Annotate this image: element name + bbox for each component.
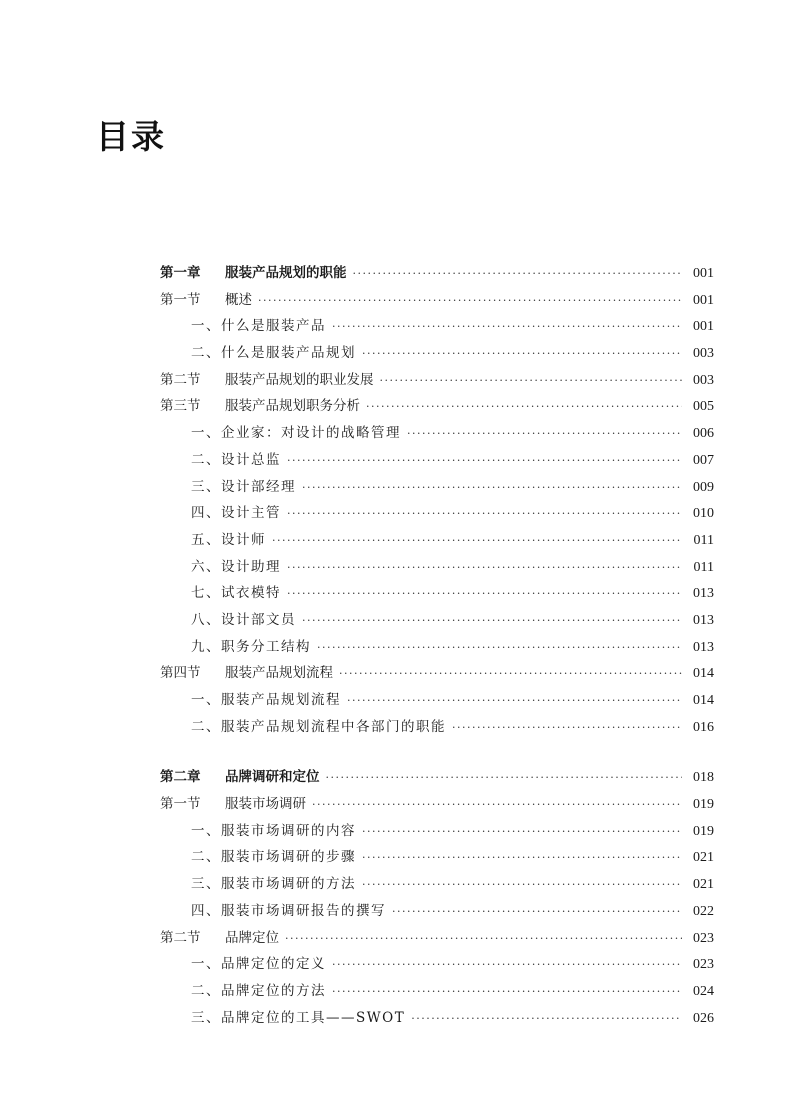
- toc-page-number: 010: [693, 506, 714, 522]
- dot-leader: [287, 581, 682, 608]
- dot-leader: [411, 1006, 682, 1033]
- page-title: 目录: [96, 117, 166, 157]
- toc-page-number: 024: [693, 983, 714, 999]
- toc-entry-title: 三、设计部经理: [191, 478, 296, 495]
- toc-page-number: 019: [693, 797, 714, 813]
- toc-entry-number: 第二节: [160, 929, 201, 946]
- toc-item-entry[interactable]: [160, 1005, 714, 1032]
- toc-section-entry[interactable]: [160, 393, 714, 420]
- toc-page-number: 014: [693, 693, 714, 708]
- toc-section-entry[interactable]: [160, 287, 714, 314]
- toc-entry-title: 七、试衣模特: [191, 585, 281, 602]
- toc-item-entry[interactable]: [160, 580, 714, 607]
- dot-leader: [332, 979, 682, 1006]
- toc-entry-number: 第三节: [160, 398, 201, 415]
- toc-entry-number: 第二章: [160, 769, 201, 786]
- toc-section-entry[interactable]: [160, 367, 714, 394]
- dot-leader: [317, 635, 682, 662]
- toc-page-number: 023: [693, 957, 714, 973]
- dot-leader: [362, 845, 682, 872]
- toc-entry-title: 五、设计师: [191, 531, 266, 548]
- toc-item-entry[interactable]: [160, 951, 714, 978]
- toc-entry-title: 一、品牌定位的定义: [191, 956, 326, 973]
- toc-entry-title: 品牌定位: [225, 929, 279, 946]
- dot-leader: [362, 872, 682, 899]
- toc-entry-number: 第二节: [160, 371, 201, 388]
- toc-page-number: 007: [693, 452, 714, 468]
- toc-page-number: 021: [693, 877, 714, 893]
- toc-section-entry[interactable]: [160, 660, 714, 687]
- dot-leader: [285, 926, 682, 953]
- toc-page-number: 003: [693, 372, 714, 388]
- toc-entry-title: 二、品牌定位的方法: [191, 982, 326, 999]
- toc-item-entry[interactable]: [160, 313, 714, 340]
- dot-leader: [287, 555, 682, 582]
- dot-leader: [452, 715, 682, 742]
- dot-leader: [302, 608, 682, 635]
- toc-entry-title: 一、服装市场调研的内容: [191, 822, 356, 839]
- toc-page-number: 019: [693, 823, 714, 839]
- toc-page-number: 018: [693, 770, 714, 786]
- dot-leader: [326, 765, 683, 792]
- toc-entry-number: 第一节: [160, 796, 201, 813]
- toc-entry-title: 一、服装产品规划流程: [191, 692, 341, 708]
- dot-leader: [332, 952, 682, 979]
- toc-page-number: 023: [693, 930, 714, 946]
- dot-leader: [312, 792, 682, 819]
- toc-entry-title: 九、职务分工结构: [191, 638, 311, 655]
- toc-entry-title: 三、品牌定位的工具——SWOT: [191, 1009, 406, 1026]
- toc-page-number: 022: [693, 903, 714, 919]
- toc-entry-title: 二、服装市场调研的步骤: [191, 849, 356, 866]
- toc-section-entry[interactable]: [160, 791, 714, 818]
- toc-entry-title: 六、设计助理: [191, 558, 281, 575]
- toc-page-number: 001: [693, 292, 714, 308]
- toc-page-number: 003: [693, 346, 714, 362]
- toc-entry-title: 服装产品规划流程: [225, 665, 333, 682]
- toc-item-entry[interactable]: [160, 340, 714, 367]
- toc-page-number: 001: [693, 319, 714, 335]
- dot-leader: [392, 899, 682, 926]
- toc-entry-title: 四、设计主管: [191, 505, 281, 522]
- toc-page-number: 011: [693, 559, 714, 575]
- toc-item-entry[interactable]: [160, 871, 714, 898]
- dot-leader: [339, 661, 682, 688]
- toc-chapter-block-1: [160, 260, 714, 740]
- toc-item-entry[interactable]: [160, 818, 714, 845]
- dot-leader: [362, 341, 682, 368]
- toc-entry-title: 八、设计部文员: [191, 611, 296, 628]
- toc-entry-title: 服装产品规划职务分析: [225, 398, 360, 415]
- toc-chapter-entry[interactable]: [160, 764, 714, 791]
- dot-leader: [287, 448, 682, 475]
- toc-entry-number: 第四节: [160, 665, 201, 682]
- dot-leader: [302, 475, 682, 502]
- toc-item-entry[interactable]: [160, 500, 714, 527]
- toc-item-entry[interactable]: [160, 474, 714, 501]
- dot-leader: [362, 819, 682, 846]
- toc-entry-title: 品牌调研和定位: [225, 769, 320, 786]
- toc-page-number: 009: [693, 479, 714, 495]
- toc-item-entry[interactable]: [160, 420, 714, 447]
- toc-page-number: 011: [693, 532, 714, 548]
- toc-page-number: 021: [693, 850, 714, 866]
- toc-page-number: 006: [693, 426, 714, 442]
- toc-page-number: 013: [693, 639, 714, 655]
- toc-entry-title: 四、服装市场调研报告的撰写: [191, 902, 386, 919]
- toc-page-number: 013: [693, 612, 714, 628]
- toc-entry-number: 第一节: [160, 291, 201, 308]
- toc-page-number: 013: [693, 586, 714, 602]
- toc-page-number: 014: [693, 666, 714, 682]
- toc-item-entry[interactable]: [160, 607, 714, 634]
- toc-page-number: 026: [693, 1010, 714, 1026]
- dot-leader: [380, 368, 683, 395]
- dot-leader: [407, 421, 682, 448]
- toc-item-entry[interactable]: [160, 447, 714, 474]
- table-of-contents: [160, 260, 714, 1031]
- toc-item-entry[interactable]: [160, 527, 714, 554]
- toc-item-entry[interactable]: [160, 687, 714, 714]
- dot-leader: [353, 261, 683, 288]
- toc-page-number: 016: [693, 719, 714, 735]
- toc-entry-title: 概述: [225, 291, 252, 308]
- toc-page-number: 005: [693, 399, 714, 415]
- toc-entry-title: 二、什么是服装产品规划: [191, 345, 356, 362]
- dot-leader: [258, 288, 682, 315]
- toc-section-entry[interactable]: [160, 925, 714, 952]
- toc-entry-title: 一、什么是服装产品: [191, 318, 326, 335]
- toc-entry-title: 一、企业家：对设计的战略管理: [191, 425, 401, 442]
- toc-item-entry[interactable]: [160, 898, 714, 925]
- toc-item-entry[interactable]: [160, 978, 714, 1005]
- toc-entry-number: 第一章: [160, 265, 201, 281]
- dot-leader: [347, 688, 682, 715]
- toc-chapter-block-2: [160, 764, 714, 1031]
- toc-item-entry[interactable]: [160, 844, 714, 871]
- toc-item-entry[interactable]: [160, 714, 714, 741]
- toc-chapter-entry[interactable]: [160, 260, 714, 287]
- toc-entry-title: 服装产品规划的职能: [225, 265, 347, 281]
- dot-leader: [366, 394, 682, 421]
- toc-entry-title: 服装产品规划的职业发展: [225, 371, 374, 388]
- toc-item-entry[interactable]: [160, 554, 714, 581]
- toc-entry-title: 服装市场调研: [225, 796, 306, 813]
- toc-page-number: 001: [693, 266, 714, 281]
- toc-entry-title: 二、服装产品规划流程中各部门的职能: [191, 718, 446, 735]
- toc-item-entry[interactable]: [160, 634, 714, 661]
- toc-entry-title: 二、设计总监: [191, 451, 281, 468]
- toc-entry-title: 三、服装市场调研的方法: [191, 876, 356, 893]
- dot-leader: [272, 528, 682, 555]
- dot-leader: [287, 501, 682, 528]
- dot-leader: [332, 314, 682, 341]
